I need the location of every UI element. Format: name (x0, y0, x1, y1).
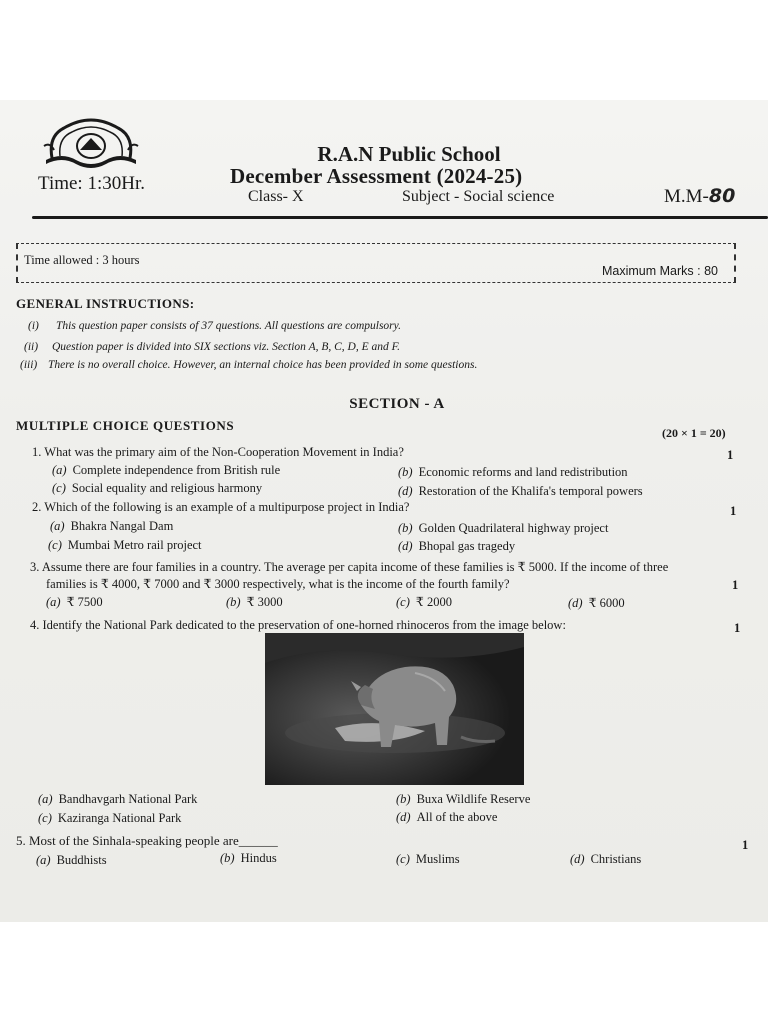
option: (a) ₹ 7500 (46, 595, 103, 609)
option: (d) All of the above (396, 810, 498, 824)
question-3: 3. Assume there are four families in a country. The average per capita income of these families is ₹ 5000. If the income of three (30, 560, 669, 574)
time-allowed: Time allowed : 3 hours (24, 253, 140, 267)
option: (a) Complete independence from British rule (52, 463, 281, 477)
question-marks: 1 (727, 448, 734, 462)
subject-label: Subject - Social science (402, 188, 555, 205)
option: (c) Mumbai Metro rail project (48, 538, 202, 552)
option: (a) Bhakra Nangal Dam (50, 519, 174, 533)
assessment-title: December Assessment (2024-25) (230, 164, 523, 188)
instruction-item: (ii) Question paper is divided into SIX sections viz. Section A, B, C, D, E and F. (24, 341, 401, 353)
header-time: Time: 1:30Hr. (38, 173, 145, 194)
option: (d) ₹ 6000 (568, 596, 625, 610)
option: (a) Bandhavgarh National Park (38, 792, 198, 806)
question-4: 4. Identify the National Park dedicated to the preservation of one-horned rhinoceros from the image below: (30, 618, 566, 632)
section-title: SECTION - A (349, 396, 445, 412)
option: (b) ₹ 3000 (226, 595, 283, 609)
option: (b) Buxa Wildlife Reserve (396, 792, 531, 806)
question-marks: 1 (742, 838, 749, 852)
option: (c) Social equality and religious harmony (52, 481, 263, 495)
option: (c) Muslims (396, 852, 460, 866)
option: (d) Restoration of the Khalifa's temporal powers (398, 484, 643, 498)
exam-paper (0, 100, 768, 922)
option: (a) Buddhists (36, 853, 107, 867)
max-marks-handwritten: 80 (708, 185, 736, 207)
rhinoceros-photo (265, 633, 524, 785)
section-marks: (20 × 1 = 20) (662, 426, 726, 440)
option: (d) Bhopal gas tragedy (398, 539, 516, 553)
instruction-item: (i) This question paper consists of 37 questions. All questions are compulsory. (28, 320, 402, 332)
option: (c) Kaziranga National Park (38, 811, 182, 825)
section-subtitle: MULTIPLE CHOICE QUESTIONS (16, 418, 235, 433)
max-marks-header (664, 185, 735, 208)
question-marks: 1 (734, 621, 741, 635)
instruction-item: (iii) There is no overall choice. However, an internal choice has been provided in some questions. (20, 359, 478, 371)
option: (c) ₹ 2000 (396, 595, 452, 609)
question-2: 2. Which of the following is an example of a multipurpose project in India? (32, 500, 410, 514)
option: (b) Economic reforms and land redistribution (398, 465, 628, 479)
general-instructions-title: GENERAL INSTRUCTIONS: (16, 296, 195, 311)
question-3-line2: families is ₹ 4000, ₹ 7000 and ₹ 3000 respectively, what is the income of the fourth family? (46, 577, 510, 591)
question-5: 5. Most of the Sinhala-speaking people are______ (16, 833, 278, 848)
header-divider (32, 216, 768, 219)
option: (d) Christians (570, 852, 642, 866)
question-1: 1. What was the primary aim of the Non-Cooperation Movement in India? (32, 445, 404, 459)
option: (b) Hindus (220, 851, 277, 865)
class-label: Class- X (248, 188, 304, 205)
maximum-marks: Maximum Marks : 80 (602, 264, 718, 278)
option: (b) Golden Quadrilateral highway project (398, 521, 609, 535)
school-name: R.A.N Public School (317, 142, 501, 166)
question-marks: 1 (732, 578, 739, 592)
rhinoceros-image-icon (265, 633, 524, 785)
question-marks: 1 (730, 504, 737, 518)
max-marks-label: M.M- (664, 186, 709, 207)
